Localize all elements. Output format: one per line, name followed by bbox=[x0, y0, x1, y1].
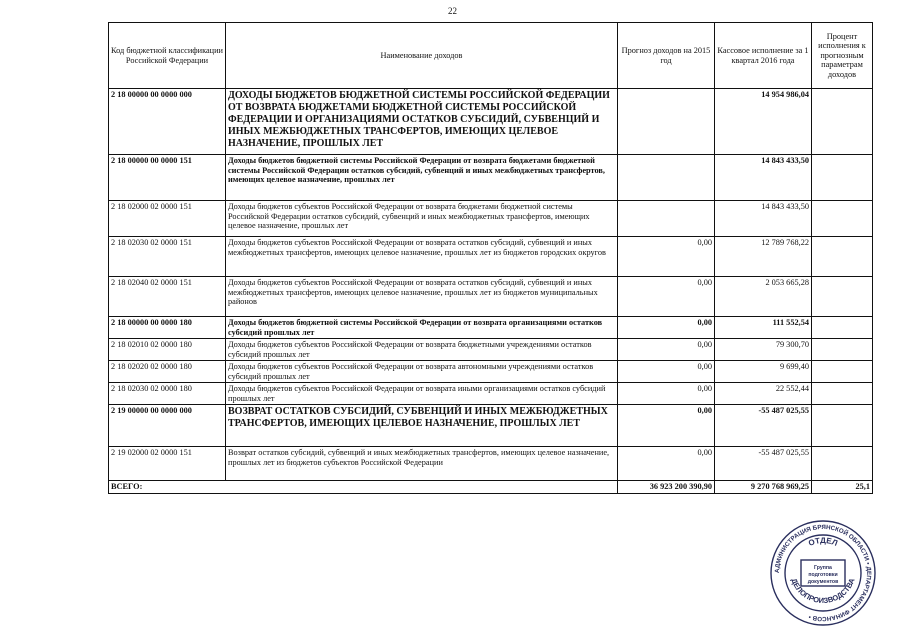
row-percent bbox=[812, 277, 873, 317]
header-name: Наименование доходов bbox=[226, 23, 618, 89]
total-row bbox=[109, 481, 873, 494]
table-body bbox=[109, 89, 873, 481]
row-cash: 111 552,54 bbox=[715, 317, 812, 339]
row-code: 2 18 00000 00 0000 000 bbox=[109, 89, 226, 155]
row-cash: 22 552,44 bbox=[715, 383, 812, 405]
table-row bbox=[109, 361, 873, 383]
row-cash: 79 300,70 bbox=[715, 339, 812, 361]
row-name: Доходы бюджетов бюджетной системы Российской Федерации от возврата организациями остатков субсидий прошлых лет bbox=[226, 317, 618, 339]
row-forecast: 0,00 bbox=[618, 277, 715, 317]
table-row bbox=[109, 339, 873, 361]
row-code: 2 18 02030 02 0000 180 bbox=[109, 383, 226, 405]
row-name: ДОХОДЫ БЮДЖЕТОВ БЮДЖЕТНОЙ СИСТЕМЫ РОССИЙСКОЙ ФЕДЕРАЦИИ ОТ ВОЗВРАТА БЮДЖЕТАМИ БЮДЖЕТНОЙ СИСТЕМЫ РОССИЙСКОЙ ФЕДЕРАЦИИ И ОРГАНИЗАЦИЯМИ ОСТАТКОВ СУБСИДИЙ, СУБВЕНЦИЙ И ИНЫХ МЕЖБЮДЖЕТНЫХ ТРАНСФЕРТОВ, ИМЕЮЩИХ ЦЕЛЕВОЕ НАЗНАЧЕНИЕ, ПРОШЛЫХ ЛЕТ bbox=[226, 89, 618, 155]
row-name: ВОЗВРАТ ОСТАТКОВ СУБСИДИЙ, СУБВЕНЦИЙ И ИНЫХ МЕЖБЮДЖЕТНЫХ ТРАНСФЕРТОВ, ИМЕЮЩИХ ЦЕЛЕВОЕ НАЗНАЧЕНИЕ, ПРОШЛЫХ ЛЕТ bbox=[226, 405, 618, 447]
row-percent bbox=[812, 361, 873, 383]
row-code: 2 18 02040 02 0000 151 bbox=[109, 277, 226, 317]
table-row bbox=[109, 89, 873, 155]
stamp-inner-bottom: ДЕЛОПРОИЗВОДСТВА bbox=[789, 576, 857, 606]
row-name: Доходы бюджетов субъектов Российской Федерации от возврата автономными учреждениями остатков субсидий прошлых лет bbox=[226, 361, 618, 383]
row-percent bbox=[812, 201, 873, 237]
table-row bbox=[109, 383, 873, 405]
department-stamp bbox=[768, 518, 878, 628]
row-percent bbox=[812, 405, 873, 447]
header-cash: Кассовое исполнение за 1 квартал 2016 года bbox=[715, 23, 812, 89]
table-row bbox=[109, 447, 873, 481]
row-percent bbox=[812, 339, 873, 361]
row-cash: -55 487 025,55 bbox=[715, 405, 812, 447]
row-forecast: 0,00 bbox=[618, 317, 715, 339]
header-percent: Процент исполнения к прогнозным параметрам доходов bbox=[812, 23, 873, 89]
svg-text:ОТДЕЛ bbox=[807, 536, 839, 548]
stamp-center-line-2: подготовки bbox=[808, 572, 838, 578]
row-forecast: 0,00 bbox=[618, 361, 715, 383]
row-name: Доходы бюджетов субъектов Российской Федерации от возврата иными организациями остатков субсидий прошлых лет bbox=[226, 383, 618, 405]
row-name: Доходы бюджетов бюджетной системы Российской Федерации от возврата бюджетами бюджетной системы Российской Федерации остатков субсидий, субвенций и иных межбюджетных трансфертов, имеющих целевое назначение, прошлых лет bbox=[226, 155, 618, 201]
row-forecast: 0,00 bbox=[618, 339, 715, 361]
row-percent bbox=[812, 317, 873, 339]
stamp-center-line-3: документов bbox=[807, 579, 839, 585]
row-forecast bbox=[618, 201, 715, 237]
row-code: 2 18 00000 00 0000 151 bbox=[109, 155, 226, 201]
row-forecast bbox=[618, 155, 715, 201]
row-forecast: 0,00 bbox=[618, 447, 715, 481]
row-cash: 2 053 665,28 bbox=[715, 277, 812, 317]
row-code: 2 18 02010 02 0000 180 bbox=[109, 339, 226, 361]
stamp-inner-top: ОТДЕЛ bbox=[807, 535, 839, 548]
total-label: ВСЕГО: bbox=[109, 481, 618, 494]
row-name: Доходы бюджетов субъектов Российской Федерации от возврата остатков субсидий, субвенций и иных межбюджетных трансфертов, имеющих целевое назначение, прошлых лет из бюджетов городских округов bbox=[226, 237, 618, 277]
row-code: 2 18 02030 02 0000 151 bbox=[109, 237, 226, 277]
row-cash: 14 954 986,04 bbox=[715, 89, 812, 155]
row-code: 2 19 02000 02 0000 151 bbox=[109, 447, 226, 481]
row-percent bbox=[812, 89, 873, 155]
revenue-table bbox=[108, 22, 873, 494]
row-forecast: 0,00 bbox=[618, 237, 715, 277]
row-cash: 9 699,40 bbox=[715, 361, 812, 383]
total-cash: 9 270 768 969,25 bbox=[715, 481, 812, 494]
row-name: Доходы бюджетов субъектов Российской Федерации от возврата остатков субсидий, субвенций и иных межбюджетных трансфертов, имеющих целевое назначение, прошлых лет из бюджетов муниципальных районов bbox=[226, 277, 618, 317]
row-name: Доходы бюджетов субъектов Российской Федерации от возврата бюджетными учреждениями остатков субсидий прошлых лет bbox=[226, 339, 618, 361]
header-forecast: Прогноз доходов на 2015 год bbox=[618, 23, 715, 89]
row-forecast bbox=[618, 89, 715, 155]
header-code: Код бюджетной классификации Российской Федерации bbox=[109, 23, 226, 89]
table-row bbox=[109, 201, 873, 237]
table-row bbox=[109, 317, 873, 339]
row-code: 2 18 02020 02 0000 180 bbox=[109, 361, 226, 383]
row-percent bbox=[812, 447, 873, 481]
table-row bbox=[109, 405, 873, 447]
row-percent bbox=[812, 237, 873, 277]
row-cash: 14 843 433,50 bbox=[715, 201, 812, 237]
row-cash: 12 789 768,22 bbox=[715, 237, 812, 277]
table-row bbox=[109, 277, 873, 317]
row-name: Доходы бюджетов субъектов Российской Федерации от возврата бюджетами бюджетной системы Российской Федерации остатков субсидий, субвенций и иных межбюджетных трансфертов, имеющих целевое назначение, прошлых лет bbox=[226, 201, 618, 237]
stamp-ring-text: АДМИНИСТРАЦИЯ БРЯНСКОЙ ОБЛАСТИ • ДЕПАРТАМЕНТ ФИНАНСОВ • bbox=[773, 523, 873, 623]
row-forecast: 0,00 bbox=[618, 405, 715, 447]
table-row bbox=[109, 237, 873, 277]
table-row bbox=[109, 155, 873, 201]
row-name: Возврат остатков субсидий, субвенций и иных межбюджетных трансфертов, имеющих целевое назначение, прошлых лет из бюджетов субъектов Российской Федерации bbox=[226, 447, 618, 481]
row-cash: -55 487 025,55 bbox=[715, 447, 812, 481]
row-forecast: 0,00 bbox=[618, 383, 715, 405]
row-code: 2 18 02000 02 0000 151 bbox=[109, 201, 226, 237]
total-forecast: 36 923 200 390,90 bbox=[618, 481, 715, 494]
row-percent bbox=[812, 383, 873, 405]
row-cash: 14 843 433,50 bbox=[715, 155, 812, 201]
page-number: 22 bbox=[448, 6, 457, 16]
total-percent: 25,1 bbox=[812, 481, 873, 494]
row-code: 2 18 00000 00 0000 180 bbox=[109, 317, 226, 339]
row-percent bbox=[812, 155, 873, 201]
row-code: 2 19 00000 00 0000 000 bbox=[109, 405, 226, 447]
stamp-center-line-1: Группа bbox=[814, 565, 832, 571]
